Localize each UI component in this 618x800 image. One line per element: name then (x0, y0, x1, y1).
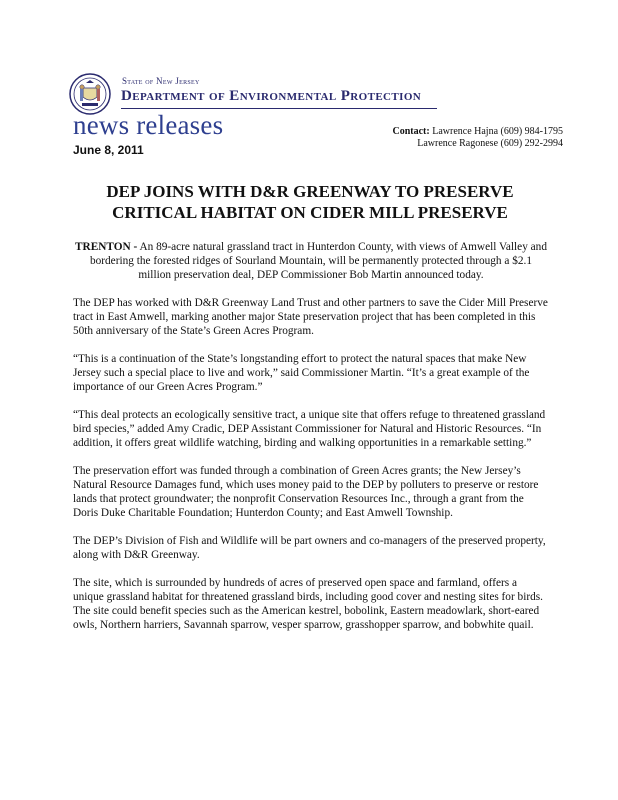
paragraph-1: The DEP has worked with D&R Greenway Land Trust and other partners to save the Cider Mill Preserve tract in East Amwell, marking another major State preservation project that has been completed in this 50th anniversary of the State’s Green Acres Program. (73, 297, 548, 337)
contact-label: Contact: (392, 126, 430, 137)
paragraph-2: “This is a continuation of the State’s longstanding effort to protect the natural spaces that make New Jersey such a special place to live and work,” said Commissioner Martin. “It’s a great example of the importance of our Green Acres Program.” (73, 353, 530, 393)
release-date: June 8, 2011 (73, 143, 144, 157)
paragraph-5: The DEP’s Division of Fish and Wildlife will be part owners and co-managers of the preserved property, along with D&R Greenway. (73, 535, 546, 561)
section-title: news releases (73, 110, 224, 140)
header-rule (121, 108, 437, 109)
contact-block (383, 126, 563, 150)
lead-paragraph (73, 240, 549, 282)
nj-state-seal-logo (69, 73, 111, 115)
contact-line-1: Lawrence Hajna (609) 984-1795 (432, 126, 563, 137)
dateline: TRENTON - (75, 241, 138, 253)
headline-line-1: DEP JOINS WITH D&R GREENWAY TO PRESERVE (106, 182, 514, 201)
paragraph-3: “This deal protects an ecologically sensitive tract, a unique site that offers refuge to threatened grassland bird species,” added Amy Cradic, DEP Assistant Commissioner for Natural and Historic Resources. “In addition, it offers great wildlife watching, birding and walking opportunities in a remarkable setting.” (73, 409, 546, 449)
headline (60, 181, 560, 223)
paragraph-4: The preservation effort was funded through a combination of Green Acres grants; the New Jersey’s Natural Resource Damages fund, which uses money paid to the DEP by polluters to preserve or restore lands that protect groundwater; the nonprofit Conservation Resources Inc., through a grant from the Doris Duke Charitable Foundation; Hunterdon County; and East Amwell Township. (73, 465, 539, 519)
article-body (73, 240, 549, 646)
lead-text: An 89-acre natural grassland tract in Hunterdon County, with views of Amwell Valley and bordering the forested ridges of Sourland Mountain, will be permanently protected through a $2.1 million preservation deal, DEP Commissioner Bob Martin announced today. (89, 241, 547, 281)
state-name: State of New Jersey (122, 76, 200, 86)
contact-line-2: Lawrence Ragonese (609) 292-2994 (417, 138, 563, 149)
department-name: Department of Environmental Protection (121, 88, 422, 104)
paragraph-6: The site, which is surrounded by hundreds of acres of preserved open space and farmland, offers a unique grassland habitat for threatened grassland birds, including good cover and nesting sites for birds. The site could benefit species such as the American kestrel, bobolink, Eastern meadowlark, short-eared owls, Northern harriers, Savannah sparrow, vesper sparrow, grasshopper sparrow, and bobwhite quail. (73, 577, 543, 631)
headline-line-2: CRITICAL HABITAT ON CIDER MILL PRESERVE (112, 203, 508, 222)
